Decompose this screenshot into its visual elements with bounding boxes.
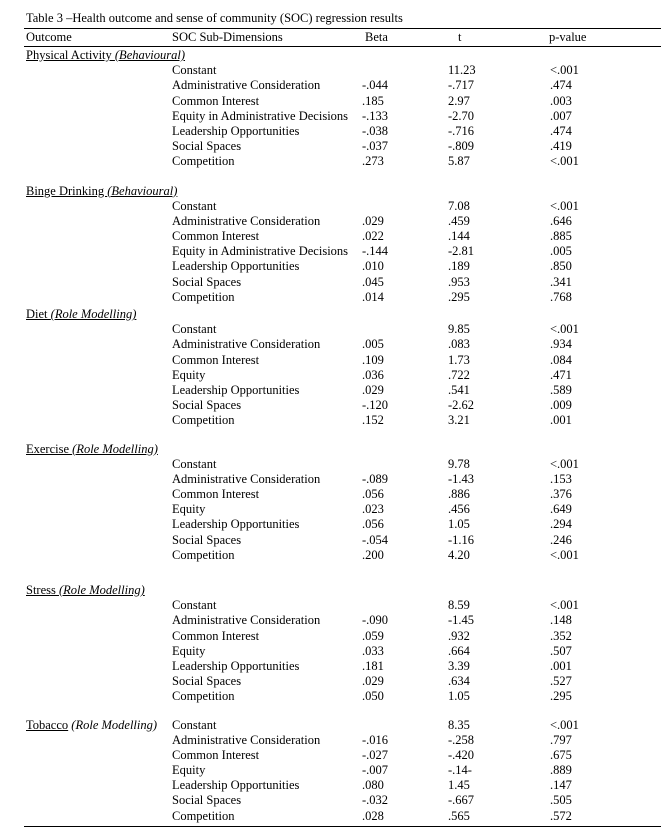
t-cell: 5.87	[448, 154, 470, 169]
beta-cell: .056	[362, 517, 384, 532]
sub-dimension-cell: Common Interest	[172, 487, 260, 502]
beta-cell: .185	[362, 93, 384, 108]
p-value-cell: .001	[550, 658, 572, 673]
t-cell: 1.05	[448, 517, 470, 532]
t-cell: -.717	[448, 78, 475, 93]
sub-dimension-cell: Social Spaces	[172, 793, 242, 808]
sub-dimension-cell: Leadership Opportunities	[172, 658, 300, 673]
t-cell: .083	[448, 337, 470, 352]
t-cell: 8.59	[448, 598, 470, 613]
p-value-cell: .572	[550, 808, 572, 823]
sub-dimension-cell: Administrative Consideration	[172, 337, 321, 352]
t-cell: .295	[448, 289, 470, 304]
beta-cell: -.054	[362, 532, 389, 547]
table-row	[0, 199, 669, 214]
table-bottom-rule	[24, 826, 661, 827]
table-row	[0, 78, 669, 93]
sub-dimension-cell: Leadership Opportunities	[172, 517, 300, 532]
p-value-cell: .005	[550, 244, 572, 259]
beta-cell: .080	[362, 778, 384, 793]
sub-dimension-cell: Administrative Consideration	[172, 732, 321, 747]
t-cell: 7.08	[448, 198, 470, 213]
sub-dimension-cell: Competition	[172, 547, 235, 562]
p-value-cell: .885	[550, 229, 572, 244]
sub-dimension-cell: Leadership Opportunities	[172, 123, 300, 138]
sub-dimension-cell: Administrative Consideration	[172, 213, 321, 228]
beta-cell: -.044	[362, 78, 389, 93]
beta-cell: .022	[362, 229, 384, 244]
t-cell: 11.23	[448, 63, 476, 78]
t-cell: -.420	[448, 747, 475, 762]
beta-cell: .023	[362, 502, 384, 517]
table-row	[0, 472, 669, 487]
beta-cell: -.032	[362, 793, 389, 808]
p-value-cell: <.001	[550, 598, 579, 613]
sub-dimension-cell: Constant	[172, 598, 217, 613]
p-value-cell: .295	[550, 689, 572, 704]
p-value-cell: .889	[550, 763, 572, 778]
p-value-cell: <.001	[550, 717, 579, 732]
beta-cell: .109	[362, 352, 384, 367]
beta-cell: -.027	[362, 747, 389, 762]
sub-dimension-cell: Leadership Opportunities	[172, 259, 300, 274]
t-cell: .565	[448, 808, 470, 823]
table-row	[0, 275, 669, 290]
beta-cell: -.133	[362, 108, 389, 123]
column-header-beta: Beta	[365, 30, 388, 44]
t-cell: -1.16	[448, 532, 475, 547]
table-row	[0, 337, 669, 352]
table-row	[0, 793, 669, 808]
table-caption: Table 3 –Health outcome and sense of community (SOC) regression results	[26, 11, 403, 25]
p-value-cell: .471	[550, 367, 572, 382]
table-row	[0, 763, 669, 778]
outcome-label: Physical Activity (Behavioural)	[26, 48, 186, 62]
p-value-cell: .649	[550, 502, 572, 517]
t-cell: 1.45	[448, 778, 470, 793]
sub-dimension-cell: Constant	[172, 456, 217, 471]
p-value-cell: .001	[550, 413, 572, 428]
t-cell: -.14-	[448, 763, 472, 778]
p-value-cell: .934	[550, 337, 572, 352]
p-value-cell: .474	[550, 78, 572, 93]
table-row	[0, 674, 669, 689]
table-row	[0, 629, 669, 644]
p-value-cell: .147	[550, 778, 572, 793]
p-value-cell: <.001	[550, 198, 579, 213]
p-value-cell: .850	[550, 259, 572, 274]
section-header-row	[0, 442, 669, 457]
table-row	[0, 383, 669, 398]
p-value-cell: .419	[550, 139, 572, 154]
table-row	[0, 502, 669, 517]
sub-dimension-cell: Social Spaces	[172, 139, 242, 154]
section-diet	[0, 307, 669, 429]
section-binge-drinking	[0, 184, 669, 306]
p-value-cell: <.001	[550, 154, 579, 169]
table-row	[0, 353, 669, 368]
t-cell: .144	[448, 229, 470, 244]
beta-cell: .010	[362, 259, 384, 274]
table-row	[0, 533, 669, 548]
beta-cell: -.038	[362, 123, 389, 138]
p-value-cell: .352	[550, 628, 572, 643]
beta-cell: .045	[362, 274, 384, 289]
beta-cell: .273	[362, 154, 384, 169]
sub-dimension-cell: Competition	[172, 808, 235, 823]
outcome-label: Diet (Role Modelling)	[26, 307, 137, 321]
beta-cell: .029	[362, 674, 384, 689]
t-cell: -.809	[448, 139, 475, 154]
t-cell: -.667	[448, 793, 475, 808]
table-row	[0, 457, 669, 472]
sub-dimension-cell: Equity	[172, 502, 206, 517]
t-cell: -2.62	[448, 398, 475, 413]
p-value-cell: <.001	[550, 456, 579, 471]
table-row	[0, 413, 669, 428]
section-physical-activity	[0, 48, 669, 170]
t-cell: .189	[448, 259, 470, 274]
table-row	[0, 244, 669, 259]
sub-dimension-cell: Equity in Administrative Decisions	[172, 108, 349, 123]
p-value-cell: .589	[550, 382, 572, 397]
t-cell: .932	[448, 628, 470, 643]
t-cell: 3.21	[448, 413, 470, 428]
sub-dimension-cell: Common Interest	[172, 747, 260, 762]
table-row	[0, 778, 669, 793]
beta-cell: .200	[362, 547, 384, 562]
table-row	[0, 398, 669, 413]
table-row	[0, 689, 669, 704]
t-cell: -1.45	[448, 613, 475, 628]
p-value-cell: .376	[550, 487, 572, 502]
regression-table-body	[0, 48, 669, 824]
table-row	[0, 659, 669, 674]
sub-dimension-cell: Equity in Administrative Decisions	[172, 244, 349, 259]
t-cell: .722	[448, 367, 470, 382]
beta-cell: .033	[362, 643, 384, 658]
p-value-cell: <.001	[550, 547, 579, 562]
table-row	[0, 63, 669, 78]
section-tobacco	[0, 718, 669, 824]
beta-cell: .028	[362, 808, 384, 823]
header-divider-rule	[24, 46, 661, 47]
t-cell: .886	[448, 487, 470, 502]
table-row	[0, 109, 669, 124]
t-cell: 2.97	[448, 93, 470, 108]
t-cell: -.716	[448, 123, 475, 138]
p-value-cell: .675	[550, 747, 572, 762]
sub-dimension-cell: Constant	[172, 322, 217, 337]
p-value-cell: .341	[550, 274, 572, 289]
beta-cell: -.120	[362, 398, 389, 413]
beta-cell: -.090	[362, 613, 389, 628]
table-row	[0, 548, 669, 563]
section-header-row	[0, 48, 669, 63]
p-value-cell: .797	[550, 732, 572, 747]
outcome-label: Binge Drinking (Behavioural)	[26, 183, 178, 198]
outcome-label: Stress (Role Modelling)	[26, 583, 145, 597]
t-cell: .459	[448, 213, 470, 228]
sub-dimension-cell: Social Spaces	[172, 532, 242, 547]
column-header-sub-dimensions: SOC Sub-Dimensions	[172, 30, 283, 44]
t-cell: 8.35	[448, 717, 470, 732]
sub-dimension-cell: Common Interest	[172, 628, 260, 643]
table-row	[0, 517, 669, 532]
table-row	[0, 809, 669, 824]
section-header-row	[0, 583, 669, 598]
beta-cell: .181	[362, 658, 384, 673]
table-row	[0, 290, 669, 305]
beta-cell: .152	[362, 413, 384, 428]
t-cell: .664	[448, 643, 470, 658]
p-value-cell: .009	[550, 398, 572, 413]
sub-dimension-cell: Administrative Consideration	[172, 613, 321, 628]
table-row	[0, 124, 669, 139]
p-value-cell: .294	[550, 517, 572, 532]
beta-cell: .005	[362, 337, 384, 352]
table-row	[0, 718, 669, 733]
sub-dimension-cell: Common Interest	[172, 93, 260, 108]
t-cell: -1.43	[448, 471, 475, 486]
sub-dimension-cell: Leadership Opportunities	[172, 382, 300, 397]
sub-dimension-cell: Leadership Opportunities	[172, 778, 300, 793]
column-header-outcome: Outcome	[26, 30, 72, 44]
sub-dimension-cell: Equity	[172, 763, 206, 778]
p-value-cell: .474	[550, 123, 572, 138]
sub-dimension-cell: Social Spaces	[172, 398, 242, 413]
t-cell: -.258	[448, 732, 475, 747]
table-row	[0, 139, 669, 154]
sub-dimension-cell: Social Spaces	[172, 274, 242, 289]
sub-dimension-cell: Competition	[172, 413, 235, 428]
p-value-cell: .148	[550, 613, 572, 628]
p-value-cell: .505	[550, 793, 572, 808]
p-value-cell: .007	[550, 108, 572, 123]
sub-dimension-cell: Social Spaces	[172, 674, 242, 689]
outcome-label: Tobacco (Role Modelling)	[26, 717, 158, 732]
p-value-cell: .246	[550, 532, 572, 547]
beta-cell: .050	[362, 689, 384, 704]
table-top-rule	[24, 28, 661, 29]
sub-dimension-cell: Common Interest	[172, 352, 260, 367]
beta-cell: .014	[362, 289, 384, 304]
t-cell: .634	[448, 674, 470, 689]
sub-dimension-cell: Administrative Consideration	[172, 78, 321, 93]
t-cell: .953	[448, 274, 470, 289]
sub-dimension-cell: Constant	[172, 717, 217, 732]
beta-cell: .059	[362, 628, 384, 643]
t-cell: 9.78	[448, 456, 470, 471]
column-header-t: t	[458, 30, 462, 44]
beta-cell: -.016	[362, 732, 389, 747]
sub-dimension-cell: Competition	[172, 689, 235, 704]
beta-cell: -.007	[362, 763, 389, 778]
outcome-label: Exercise (Role Modelling)	[26, 441, 158, 456]
t-cell: 3.39	[448, 658, 470, 673]
sub-dimension-cell: Competition	[172, 289, 235, 304]
section-stress	[0, 583, 669, 705]
table-row	[0, 229, 669, 244]
beta-cell: .029	[362, 213, 384, 228]
t-cell: 1.73	[448, 352, 470, 367]
section-header-row	[0, 307, 669, 322]
t-cell: -2.70	[448, 108, 475, 123]
p-value-cell: .084	[550, 352, 572, 367]
t-cell: .456	[448, 502, 470, 517]
table-row	[0, 598, 669, 613]
sub-dimension-cell: Common Interest	[172, 229, 260, 244]
p-value-cell: .527	[550, 674, 572, 689]
table-header-row	[0, 30, 669, 46]
table-row	[0, 733, 669, 748]
table-row	[0, 322, 669, 337]
table-row	[0, 94, 669, 109]
table-row	[0, 214, 669, 229]
table-row	[0, 487, 669, 502]
column-header-p-value: p-value	[549, 30, 587, 44]
table-row	[0, 154, 669, 169]
section-header-row	[0, 184, 669, 199]
p-value-cell: .507	[550, 643, 572, 658]
table-row	[0, 368, 669, 383]
beta-cell: .056	[362, 487, 384, 502]
p-value-cell: .646	[550, 213, 572, 228]
t-cell: -2.81	[448, 244, 475, 259]
beta-cell: -.089	[362, 471, 389, 486]
sub-dimension-cell: Administrative Consideration	[172, 471, 321, 486]
table-row	[0, 613, 669, 628]
beta-cell: -.144	[362, 244, 389, 259]
p-value-cell: .003	[550, 93, 572, 108]
beta-cell: .036	[362, 367, 384, 382]
table-row	[0, 748, 669, 763]
t-cell: .541	[448, 382, 470, 397]
t-cell: 9.85	[448, 322, 470, 337]
beta-cell: .029	[362, 382, 384, 397]
p-value-cell: <.001	[550, 63, 579, 78]
sub-dimension-cell: Equity	[172, 643, 206, 658]
table-row	[0, 644, 669, 659]
sub-dimension-cell: Equity	[172, 367, 206, 382]
t-cell: 4.20	[448, 547, 470, 562]
table-row	[0, 259, 669, 274]
p-value-cell: .153	[550, 471, 572, 486]
section-exercise	[0, 442, 669, 564]
p-value-cell: <.001	[550, 322, 579, 337]
t-cell: 1.05	[448, 689, 470, 704]
sub-dimension-cell: Constant	[172, 198, 217, 213]
beta-cell: -.037	[362, 139, 389, 154]
sub-dimension-cell: Constant	[172, 63, 217, 78]
sub-dimension-cell: Competition	[172, 154, 235, 169]
p-value-cell: .768	[550, 289, 572, 304]
